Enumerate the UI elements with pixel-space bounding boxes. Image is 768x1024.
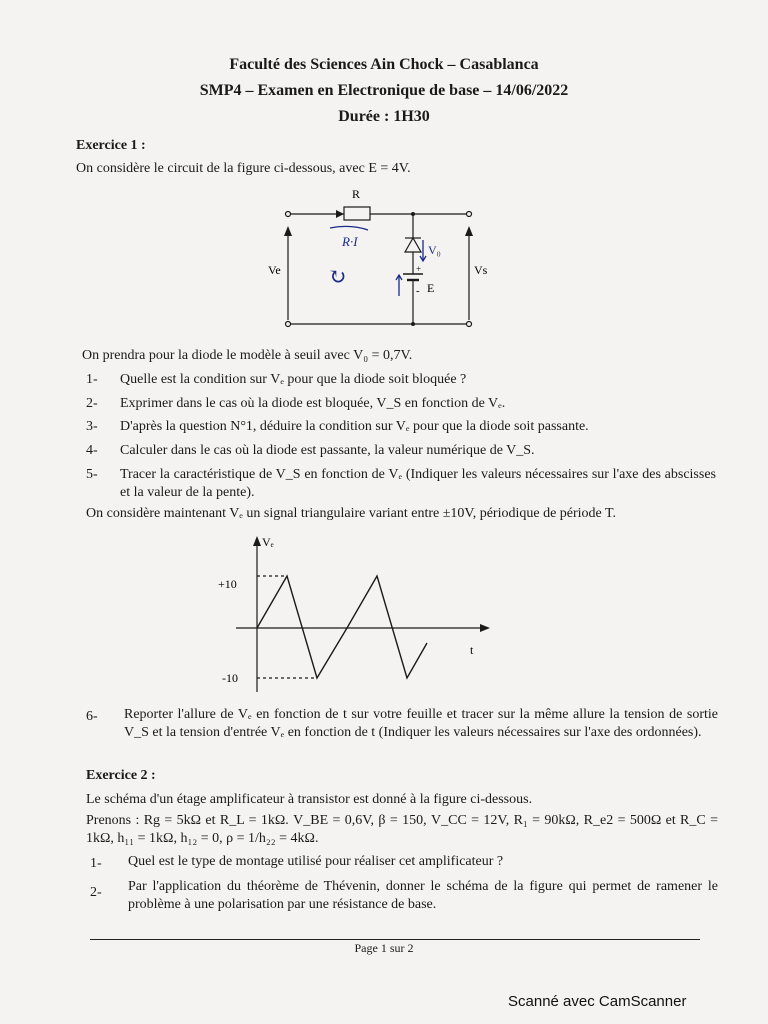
- footer-rule: [90, 939, 700, 940]
- diode-symbol: [405, 238, 421, 252]
- q1-text: Quelle est la condition sur Vₑ pour que la diode soit bloquée ?: [120, 372, 467, 387]
- handwritten-v0-note: V₀: [428, 243, 441, 257]
- terminal-bottom-left: [286, 322, 291, 327]
- graph-x-label: t: [470, 643, 474, 657]
- q4-text: Calculer dans le cas où la diode est passante, la valeur numérique de V_S.: [120, 443, 535, 458]
- resistor-label: R: [352, 187, 361, 201]
- q4-number: 4-: [86, 443, 98, 458]
- q5-number: 5-: [86, 467, 98, 482]
- exam-duration: Durée : 1H30: [338, 108, 430, 125]
- exercise-1-intro: On considère le circuit de la figure ci-dessous, avec E = 4V.: [76, 161, 411, 176]
- ex2-q1-text: Quel est le type de montage utilisé pour réaliser cet amplificateur ?: [128, 854, 504, 869]
- q5-text: Tracer la caractéristique de V_S en fonction de Vₑ (Indiquer les valeurs nécessaires sur l'axe des abscisses et la valeur de la pente).: [120, 467, 716, 500]
- q2-number: 2-: [86, 396, 98, 411]
- battery-plus-label: +: [416, 264, 422, 274]
- ex2-q1-number: 1-: [90, 856, 102, 871]
- diode-model-statement: On prendra pour la diode le modèle à seuil avec V₀ = 0,7V.: [82, 348, 413, 363]
- handwritten-current-note: R·I: [342, 234, 358, 249]
- diode-circuit-diagram: [260, 180, 500, 335]
- handwritten-loop-note: ↻: [328, 264, 347, 289]
- triangular-wave: [257, 576, 427, 678]
- resistor-R: [344, 207, 370, 220]
- q6-text: Reporter l'allure de Vₑ en fonction de t sur votre feuille et tracer sur la même allure la tension de sortie V_S et la tension d'entrée Vₑ en fonction de t (Indiquer les valeurs nécessaires sur l'axe des ordonnées).: [124, 707, 718, 740]
- exercise-2-intro: Le schéma d'un étage amplificateur à transistor est donné à la figure ci-dessous.: [86, 792, 533, 807]
- terminal-top-right: [467, 212, 472, 217]
- exam-title: SMP4 – Examen en Electronique de base – 14/06/2022: [199, 82, 569, 99]
- q3-text: D'après la question N°1, déduire la condition sur Vₑ pour que la diode soit passante.: [120, 419, 589, 434]
- q6-number: 6-: [86, 709, 98, 724]
- battery-minus-label: -: [416, 285, 420, 297]
- camscanner-watermark: Scanné avec CamScanner: [508, 993, 687, 1010]
- triangular-signal-statement: On considère maintenant Vₑ un signal triangulaire variant entre ±10V, périodique de période T.: [86, 506, 617, 521]
- q1-number: 1-: [86, 372, 98, 387]
- exercise-2-title: Exercice 2 :: [86, 768, 156, 783]
- graph-y-label: Vₑ: [262, 535, 274, 549]
- graph-ymax-label: +10: [218, 577, 237, 591]
- graph-ymin-label: -10: [222, 671, 238, 685]
- ex2-q2-number: 2-: [90, 885, 102, 900]
- terminal-bottom-right: [467, 322, 472, 327]
- exercise-2-parameters: Prenons : Rg = 5kΩ et R_L = 1kΩ. V_BE = 0,6V, β = 150, V_CC = 12V, R₁ = 90kΩ, R_e2 = 500Ω et R_C = 1kΩ, h₁₁ = 1kΩ, h₁₂ = 0, ρ = 1/h₂₂ = 4kΩ.: [86, 813, 718, 846]
- faculty-title: Faculté des Sciences Ain Chock – Casablanca: [229, 56, 539, 73]
- battery-e-label: E: [427, 281, 435, 295]
- ex2-q2-text: Par l'application du théorème de Thévenin, donner le schéma de la figure qui permet de ramener le problème à une polarisation par une résistance de base.: [128, 879, 718, 912]
- triangular-signal-graph: [210, 530, 500, 700]
- ve-label: Ve: [268, 263, 281, 277]
- exercise-1-title: Exercice 1 :: [76, 138, 146, 153]
- q2-text: Exprimer dans le cas où la diode est bloquée, V_S en fonction de Vₑ.: [120, 396, 506, 411]
- terminal-top-left: [286, 212, 291, 217]
- page-number: Page 1 sur 2: [354, 941, 414, 955]
- vs-label: Vs: [474, 263, 488, 277]
- q3-number: 3-: [86, 419, 98, 434]
